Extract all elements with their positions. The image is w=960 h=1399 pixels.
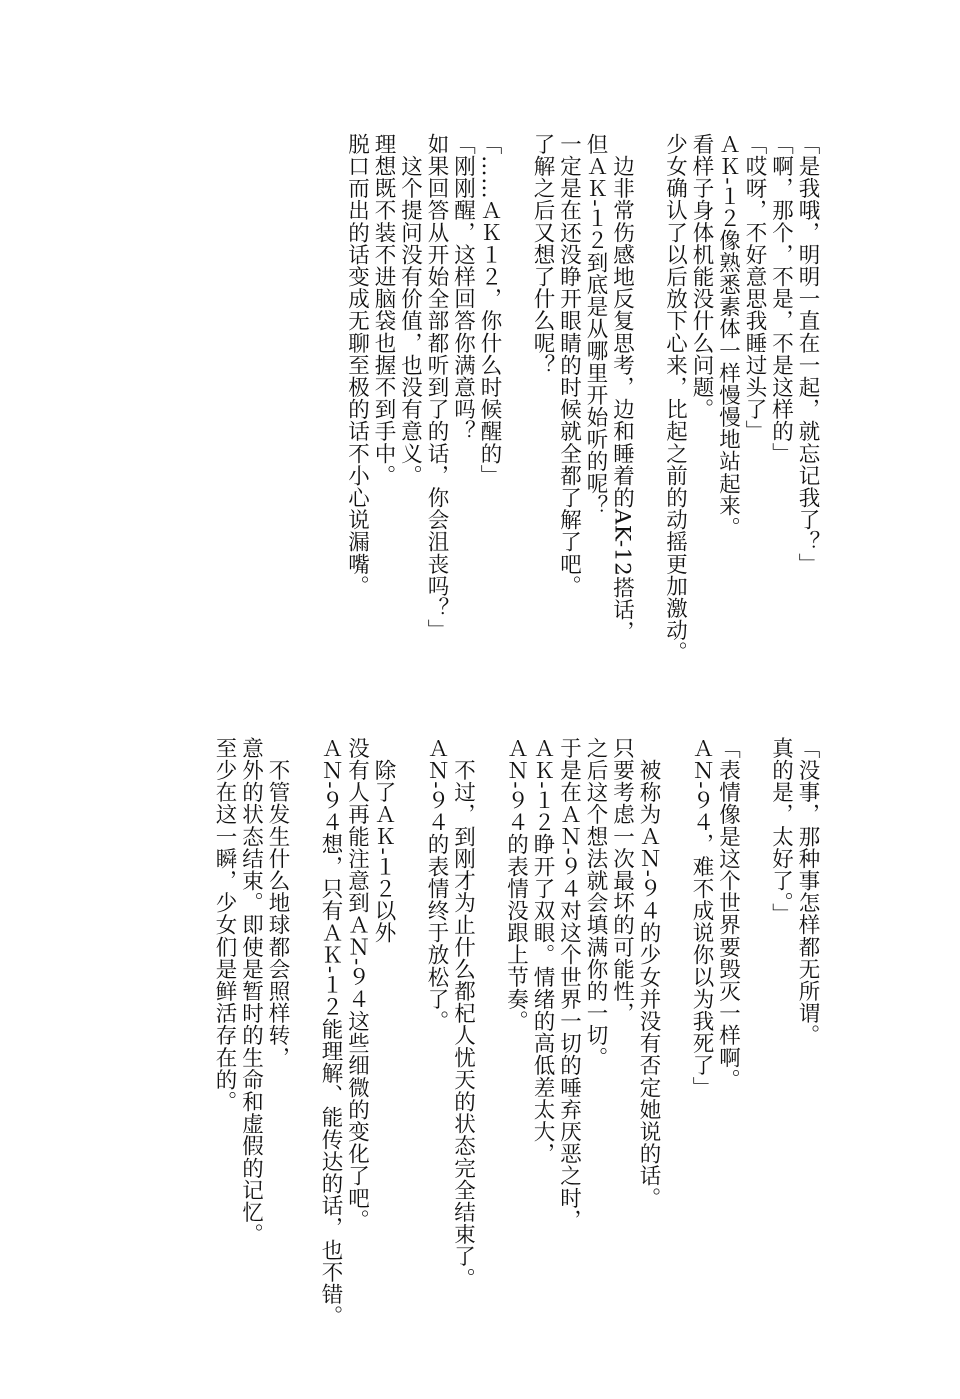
text-line: 被称为ＡＮ-９４的少女并没有否定她说的话。 bbox=[636, 737, 661, 1209]
text-line: 理想既不装不进脑袋也握不到手中。 bbox=[371, 133, 396, 487]
text-line: 于是在ＡＮ-９４对这个世界一切的唾弃厌恶之时， bbox=[556, 737, 582, 1232]
text-line: ＡＮ-９４的表情终于放松了。 bbox=[424, 737, 449, 1033]
text-line: 「……ＡＫ１２，你什么时候醒的」 bbox=[477, 133, 502, 487]
text-line: 这个提问没有价值，也没有意义。 bbox=[397, 133, 423, 487]
bottom-text-section bbox=[211, 737, 821, 1327]
text-line: 了解之后又想了什么呢？ bbox=[530, 133, 555, 377]
text-line: 脱口而出的话变成无聊至极的话不小心说漏嘴。 bbox=[344, 133, 370, 598]
text-line: 但ＡＫ-１２到底是从哪里开始听的呢？ bbox=[583, 133, 608, 517]
text-line: 看样子身体机能没什么问题。 bbox=[689, 133, 714, 421]
text-line: 一定是在还没睁开眼睛的时候就全都了解了吧。 bbox=[556, 133, 582, 598]
text-line: 只要考虑一次最坏的可能性， bbox=[609, 737, 635, 1025]
text-line: ＡＮ-９４，难不成说你以为我死了」 bbox=[689, 737, 714, 1099]
text-line: 「是我哦，明明一直在一起，就忘记我了？」 bbox=[795, 133, 820, 575]
text-line: 没有人再能注意到ＡＮ-９４这些细微的变化了吧。 bbox=[344, 737, 370, 1232]
text-line: 「哎呀，不好意思我睡过头了」 bbox=[742, 133, 767, 443]
text-line: 「啊，那个，不是，不是这样的」 bbox=[768, 133, 794, 465]
text-line: 边非常伤感地反复思考，边和睡着的AK-12搭话， bbox=[609, 133, 635, 643]
text-line: ＡＫ-１２像熟悉素体一样慢慢地站起来。 bbox=[715, 133, 741, 539]
text-line: 如果回答从开始全部都听到了的话，你会沮丧吗？」 bbox=[424, 133, 449, 642]
top-text-section bbox=[343, 133, 820, 663]
text-line: 意外的状态结束。即使是暂时的生命和虚假的记忆。 bbox=[238, 737, 264, 1246]
text-line: 不管发生什么地球都会照样转， bbox=[265, 737, 290, 1069]
text-line: ＡＮ-９４想，只有ＡＫ-１２能理解、能传达的话，也不错。 bbox=[318, 737, 343, 1328]
text-line: 「刚刚醒，这样回答你满意吗？ bbox=[450, 133, 476, 443]
text-line: 真的是，太好了。」 bbox=[768, 737, 794, 926]
text-line: 不过，到刚才为止什么都杞人忧天的状态完全结束了。 bbox=[450, 737, 476, 1290]
text-line: 「没事，那种事怎样都无所谓。 bbox=[795, 737, 820, 1047]
text-line: 「表情像是这个世界要毁灭一样啊。 bbox=[715, 737, 741, 1091]
text-line: 除了ＡＫ-１２以外 bbox=[371, 737, 396, 944]
text-line: 之后这个想法就会填满你的一切。 bbox=[583, 737, 608, 1069]
text-line: 少女确认了以后放下心来，比起之前的动摇更加激动。 bbox=[662, 133, 688, 664]
text-line: ＡＮ-９４的表情没跟上节奏。 bbox=[503, 737, 529, 1033]
text-line: ＡＫ-１２睁开了双眼。情绪的高低差太大， bbox=[530, 737, 555, 1165]
text-line: 至少在这一瞬，少女们是鲜活存在的。 bbox=[212, 737, 237, 1113]
